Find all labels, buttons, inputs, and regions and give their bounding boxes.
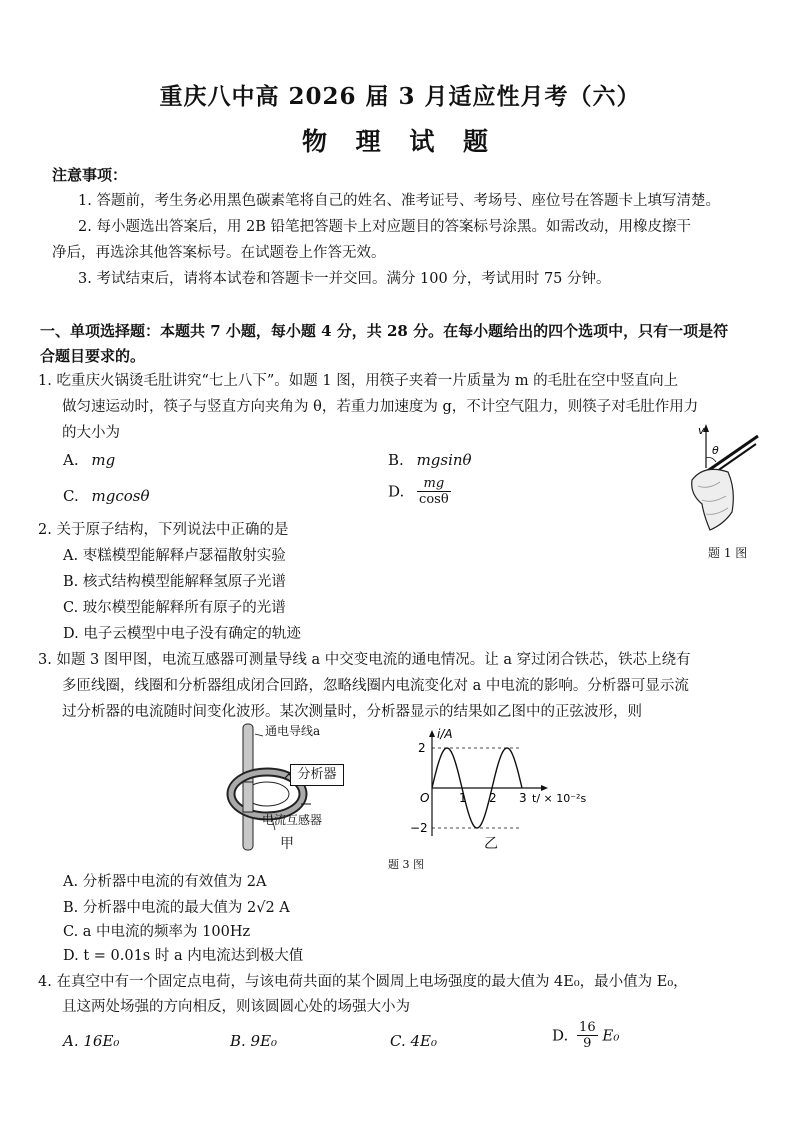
q1-option-d-den: cosθ xyxy=(419,492,449,507)
q1-option-c-text: mgcosθ xyxy=(91,487,150,505)
analyzer-box xyxy=(290,764,344,786)
q4-option-b: B. 9E₀ xyxy=(230,1032,278,1050)
exam-title: 重庆八中高 2026 届 3 月适应性月考（六） xyxy=(159,83,641,110)
q1-option-a-text: mg xyxy=(91,451,116,469)
q3-current-chart xyxy=(398,726,618,836)
x-axis-label: t/ × 10⁻²s xyxy=(532,792,587,805)
q4-option-d-key: D. xyxy=(552,1026,569,1045)
tripe-shape xyxy=(692,469,734,530)
q1-option-d-key: D. xyxy=(388,482,405,501)
q1-stem-line1: 1. 吃重庆火锅烫毛肚讲究“七上八下”。如题 1 图，用筷子夹着一片质量为 m 的毛肚在空中竖直向上 xyxy=(38,373,679,389)
x-tick-label-1: 1 xyxy=(459,791,467,805)
section-heading: 一、单项选择题：本题共 7 小题，每小题 4 分，共 28 分。在每小题给出的四个选项中，只有一项是符 xyxy=(40,322,729,340)
q2-option-c: C. 玻尔模型能解释所有原子的光谱 xyxy=(63,600,286,616)
subject-title: 物 理 试 题 xyxy=(301,127,499,156)
analyzer-label: 分析器 xyxy=(297,767,337,782)
q3-option-c: C. a 中电流的频率为 100Hz xyxy=(63,924,251,940)
q3-stem-line1: 3. 如题 3 图甲图，电流互感器可测量导线 a 中交变电流的通电情况。让 a 穿过闭合铁芯，铁芯上绕有 xyxy=(38,652,691,668)
q1-option-b-key: B. xyxy=(388,451,404,469)
q3-figure-caption: 题 3 图 xyxy=(388,858,424,871)
q1-figure xyxy=(684,420,774,540)
q1-stem-line2: 做匀速运动时，筷子与竖直方向夹角为 θ，若重力加速度为 g，不计空气阻力，则筷子对毛肚作用力 xyxy=(62,399,699,415)
q1-stem-line3: 的大小为 xyxy=(62,425,120,441)
x-axis-arrow xyxy=(541,785,548,791)
q1-option-b xyxy=(388,450,472,470)
q4-stem-line1: 4. 在真空中有一个固定点电荷，与该电荷共面的某个圆周上电场强度的最大值为 4E₀，最小值为 E₀， xyxy=(38,974,688,990)
q4-option-d xyxy=(552,1020,619,1051)
q1-option-d xyxy=(388,476,451,507)
q3-option-d: D. t = 0.01s 时 a 内电流达到极大值 xyxy=(63,948,304,964)
figure-yi-label: 乙 xyxy=(484,836,498,852)
q3-stem-line3: 过分析器的电流随时间变化波形。某次测量时，分析器显示的结果如乙图中的正弦波形，则 xyxy=(62,704,642,720)
q4-option-d-tail: E₀ xyxy=(602,1026,620,1045)
q1-figure-caption: 题 1 图 xyxy=(708,546,748,560)
sensor-label: 电流互感器 xyxy=(262,813,323,827)
wire-label-leader xyxy=(255,734,263,736)
q1-option-b-text: mgsinθ xyxy=(416,451,472,469)
q4-option-c: C. 4E₀ xyxy=(390,1032,437,1050)
origin-label: O xyxy=(420,791,430,805)
q4-stem-line2: 且这两处场强的方向相反，则该圆圆心处的场强大小为 xyxy=(62,999,410,1015)
velocity-label: v xyxy=(698,424,705,437)
wire-label: 通电导线a xyxy=(265,724,321,738)
q1-option-a xyxy=(63,450,115,470)
q4-option-d-den: 9 xyxy=(583,1036,592,1051)
q1-option-c-key: C. xyxy=(63,487,79,505)
notice-item-2: 2. 每小题选出答案后，用 2B 铅笔把答题卡上对应题目的答案标号涂黑。如需改动，用橡皮擦干 xyxy=(78,219,692,235)
q3-stem-line2: 多匝线圈，线圈和分析器组成闭合回路，忽略线圈内电流变化对 a 中电流的影响。分析器可显示流 xyxy=(62,678,689,694)
q2-option-b: B. 核式结构模型能解释氢原子光谱 xyxy=(63,574,286,590)
figure-jia-label: 甲 xyxy=(280,836,294,852)
y-axis-label: i/A xyxy=(437,727,453,741)
q1-option-d-num: mg xyxy=(417,476,451,492)
angle-arc xyxy=(706,458,716,463)
wire-a-through xyxy=(243,782,253,812)
q4-option-a: A. 16E₀ xyxy=(63,1032,120,1050)
q4-option-d-fraction xyxy=(577,1020,598,1051)
q3-option-a: A. 分析器中电流的有效值为 2A xyxy=(63,874,267,890)
notice-heading: 注意事项： xyxy=(52,166,128,184)
q3-option-b: B. 分析器中电流的最大值为 2√2 A xyxy=(63,900,290,916)
q1-option-d-fraction xyxy=(417,476,451,507)
theta-label: θ xyxy=(712,444,719,457)
x-tick-label-3: 3 xyxy=(519,791,527,805)
q2-stem: 2. 关于原子结构，下列说法中正确的是 xyxy=(38,522,289,538)
q1-option-c xyxy=(63,486,150,506)
q1-option-a-key: A. xyxy=(63,451,79,469)
notice-item-3: 3. 考试结束后，请将本试卷和答题卡一并交回。满分 100 分，考试用时 75 分钟。 xyxy=(78,271,611,287)
notice-item-2-cont: 净后，再选涂其他答案标号。在试题卷上作答无效。 xyxy=(52,245,386,261)
section-heading-cont: 合题目要求的。 xyxy=(40,347,146,365)
y-tick-label-min: −2 xyxy=(410,821,428,835)
q2-option-d: D. 电子云模型中电子没有确定的轨迹 xyxy=(63,626,301,642)
y-tick-label-max: 2 xyxy=(418,741,426,755)
q4-option-d-num: 16 xyxy=(579,1020,596,1035)
x-tick-label-2: 2 xyxy=(489,791,497,805)
notice-item-1: 1. 答题前，考生务必用黑色碳素笔将自己的姓名、准考证号、考场号、座位号在答题卡上填写清楚。 xyxy=(78,193,720,209)
q2-option-a: A. 枣糕模型能解释卢瑟福散射实验 xyxy=(63,548,286,564)
y-axis-arrow xyxy=(429,730,435,737)
